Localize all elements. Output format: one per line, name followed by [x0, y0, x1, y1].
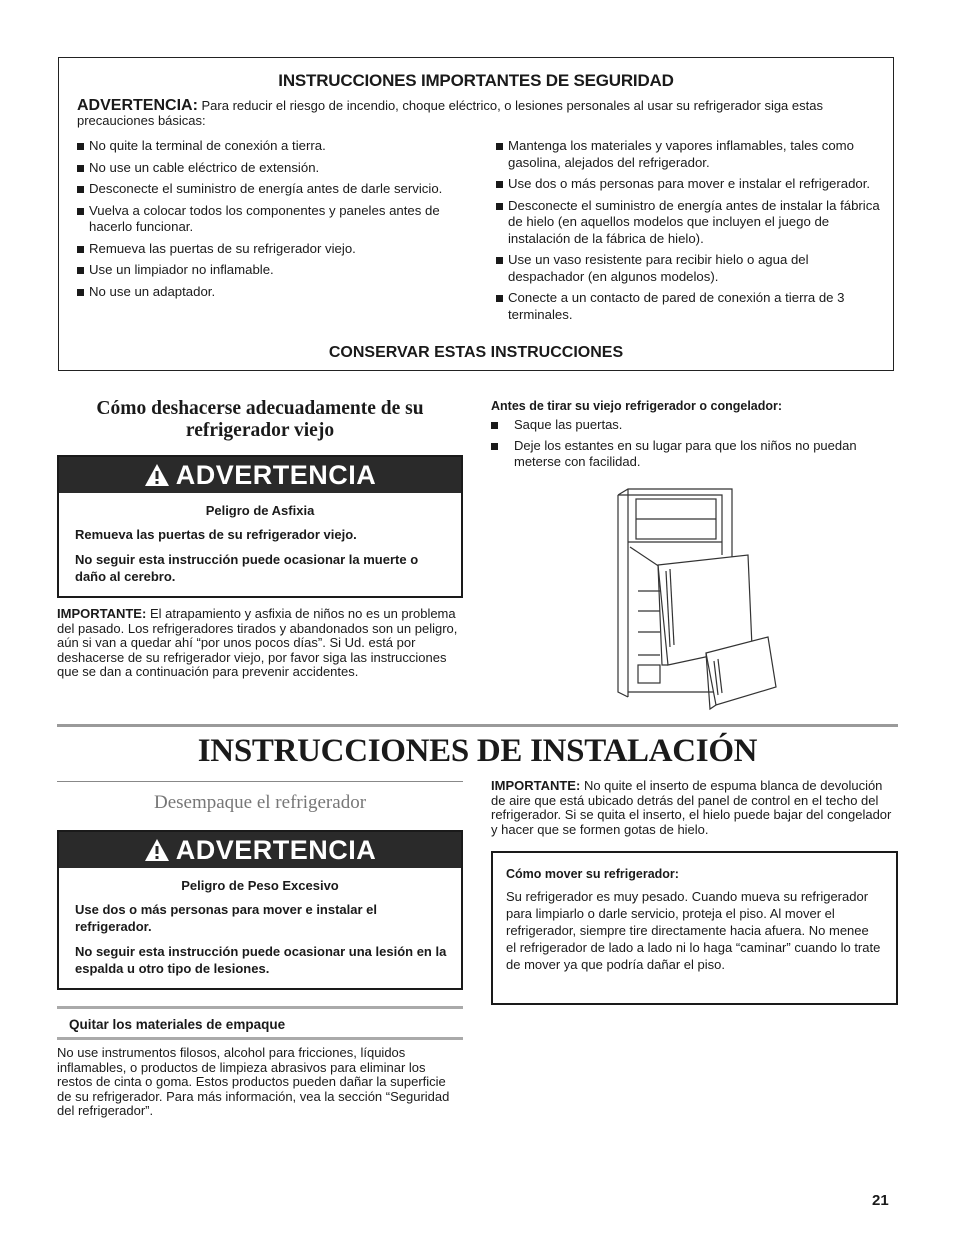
important-lead: IMPORTANTE: — [491, 778, 581, 793]
warning-triangle-icon — [144, 838, 170, 862]
safety-list-left — [77, 138, 477, 305]
list-item: Use un limpiador no inflamable. — [77, 262, 477, 279]
list-item: Deje los estantes en su lugar para que los niños no puedan meterse con facilidad. — [491, 438, 895, 470]
warning-line: No seguir esta instrucción puede ocasionar la muerte o daño al cerebro. — [75, 552, 419, 584]
safety-title: INSTRUCCIONES IMPORTANTES DE SEGURIDAD — [278, 71, 674, 90]
list-item: No use un cable eléctrico de extensión. — [77, 160, 477, 177]
moving-title: Cómo mover su refrigerador: — [506, 867, 679, 881]
warning-triangle-icon — [144, 463, 170, 487]
warning-banner-text: ADVERTENCIA — [175, 834, 377, 865]
important-text: El atrapamiento y asfixia de niños no es un problema del pasado. Los refrigeradores tirados y abandonados son un peligro, aún si van a quedar ahí “por unos pocos días”. Si Ud. está por deshacerse de su refrigerador viejo, por favor siga las instrucciones que se dan a continuación para prevenir accidentes. — [57, 606, 458, 680]
moving-instructions-box — [491, 851, 898, 1005]
page-title: INSTRUCCIONES DE INSTALACIÓN — [197, 733, 758, 769]
list-item: Saque las puertas. — [491, 417, 895, 433]
list-item: No use un adaptador. — [77, 284, 477, 301]
list-item: Use un vaso resistente para recibir hielo o agua del despachador (en algunos modelos). — [496, 252, 882, 285]
before-list — [491, 417, 895, 475]
warning-line: Remueva las puertas de su refrigerador viejo. — [75, 527, 357, 542]
dispose-heading: Cómo deshacerse adecuadamente de su refrigerador viejo — [96, 398, 424, 441]
warning-line: No seguir esta instrucción puede ocasionar una lesión en la espalda u otro tipo de lesiones. — [75, 944, 447, 976]
list-item: Desconecte el suministro de energía antes de instalar la fábrica de hielo (en aquellos modelos que incluyen el juego de instalación de la fábrica de hielo). — [496, 198, 882, 248]
remove-packaging-title: Quitar los materiales de empaque — [69, 1017, 286, 1032]
safety-instructions-box — [58, 57, 894, 371]
remove-packaging-header — [57, 1006, 463, 1040]
important-paragraph — [491, 779, 895, 838]
unpack-heading: Desempaque el refrigerador — [153, 792, 367, 813]
safety-intro — [77, 98, 877, 128]
remove-packaging-text: No use instrumentos filosos, alcohol para fricciones, líquidos inflamables, o productos de limpieza abrasivos para eliminar los restos de cinta o goma. Estos productos pueden dañar la superficie de su refrigerador. Para más información, vea la sección “Seguridad del refrigerador”. — [57, 1045, 450, 1118]
warning-text: Para reducir el riesgo de incendio, choque eléctrico, o lesiones personales al usar su refrigerador siga estas precauciones básicas: — [77, 98, 823, 128]
page-number: 21 — [872, 1192, 889, 1209]
warning-banner — [59, 832, 461, 868]
warning-title: Peligro de Asfixia — [205, 503, 315, 518]
moving-text: Su refrigerador es muy pesado. Cuando mueva su refrigerador para limpiarlo o darle servicio, proteja el piso. Al mover el refrigerador, siempre tire directamente hacia afuera. No menee el refrigerador de lado a lado ni lo haga “caminar” cuando lo trate de mover ya que podría dañar el piso. — [506, 889, 881, 972]
list-item: No quite la terminal de conexión a tierra. — [77, 138, 477, 155]
list-item: Conecte a un contacto de pared de conexión a tierra de 3 terminales. — [496, 290, 882, 323]
warning-banner — [59, 457, 461, 493]
list-item: Mantenga los materiales y vapores inflamables, tales como gasolina, alejados del refrigerador. — [496, 138, 882, 171]
safety-footer: CONSERVAR ESTAS INSTRUCCIONES — [328, 344, 624, 361]
section-rule — [57, 724, 898, 727]
important-text: No quite el inserto de espuma blanca de devolución de aire que está ubicado detrás del panel de control en el techo del refrigerador. Si se quita el inserto, el hielo puede bajar del congelador y hacer que se formen gotas de hielo. — [491, 778, 892, 838]
warning-banner-text: ADVERTENCIA — [175, 459, 377, 490]
heading-rule — [57, 781, 463, 782]
list-item: Use dos o más personas para mover e instalar el refrigerador. — [496, 176, 882, 193]
weight-warning-box — [57, 830, 463, 990]
warning-line: Use dos o más personas para mover e instalar el refrigerador. — [75, 902, 378, 934]
asphyxia-warning-box — [57, 455, 463, 598]
important-paragraph — [57, 607, 461, 680]
safety-list-right — [496, 138, 882, 328]
warning-lead: ADVERTENCIA: — [77, 97, 198, 114]
list-item: Remueva las puertas de su refrigerador viejo. — [77, 241, 477, 258]
before-title: Antes de tirar su viejo refrigerador o congelador: — [491, 399, 783, 413]
warning-title: Peligro de Peso Excesivo — [181, 878, 339, 893]
list-item: Vuelva a colocar todos los componentes y paneles antes de hacerlo funcionar. — [77, 203, 477, 236]
list-item: Desconecte el suministro de energía antes de darle servicio. — [77, 181, 477, 198]
refrigerator-doors-removed-illustration — [610, 487, 810, 715]
important-lead: IMPORTANTE: — [57, 606, 147, 621]
